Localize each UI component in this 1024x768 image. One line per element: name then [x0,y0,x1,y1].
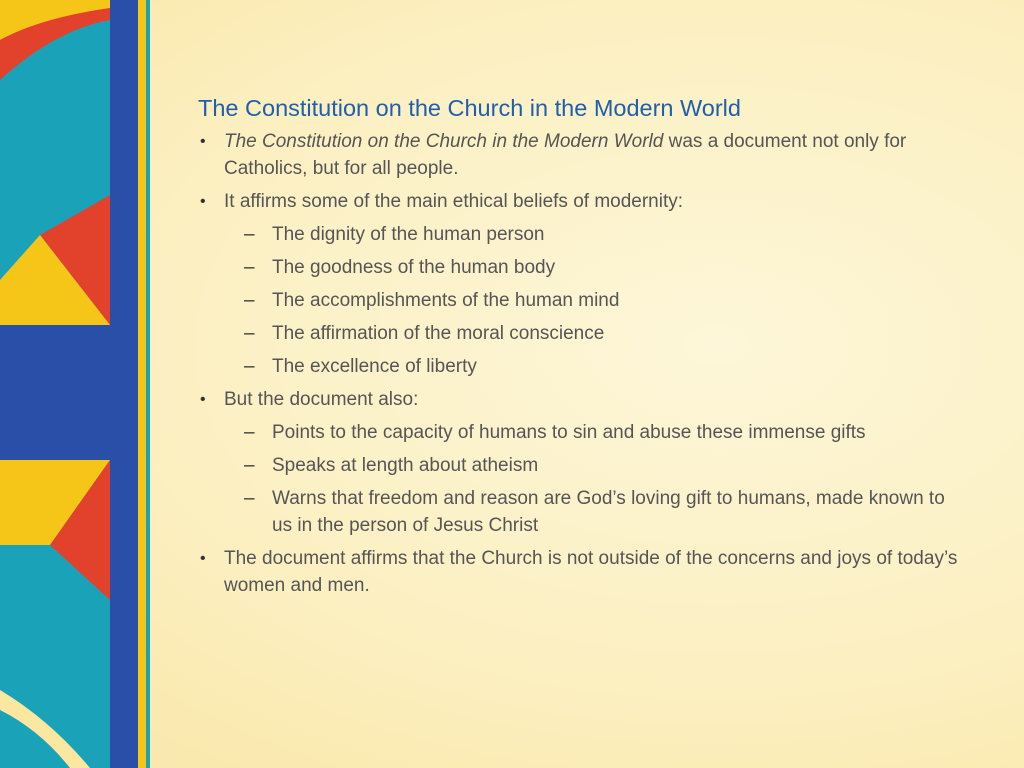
dash-icon: – [244,356,255,377]
dash-icon: – [244,488,255,509]
sub-item-text: Speaks at length about atheism [272,455,539,476]
sub-item-text: The dignity of the human person [272,224,545,245]
sub-item [198,419,968,446]
bullet-item [198,386,968,413]
sub-item [198,320,968,347]
bullet-text: It affirms some of the main ethical beliefs of modernity: [224,191,684,212]
sub-item [198,353,968,380]
sub-item [198,287,968,314]
sub-item-text: The excellence of liberty [272,356,477,377]
sub-item [198,485,968,539]
sub-item [198,221,968,248]
dash-icon: – [244,224,255,245]
bullet-icon: • [200,193,206,210]
dash-icon: – [244,290,255,311]
bullet-icon: • [200,550,206,567]
bullet-icon: • [200,133,206,150]
bullet-item [198,188,968,215]
decorative-side-art [0,0,150,768]
dash-icon: – [244,257,255,278]
sub-item-text: The accomplishments of the human mind [272,290,620,311]
dash-icon: – [244,422,255,443]
bullet-item [198,545,968,599]
bullet-icon: • [200,391,206,408]
sub-item-text: Warns that freedom and reason are God’s loving gift to humans, made known to us in the person of Jesus Christ [272,488,945,536]
sub-item-text: Points to the capacity of humans to sin and abuse these immense gifts [272,422,866,443]
dash-icon: – [244,323,255,344]
bullet-item [198,128,968,182]
sub-item-text: The affirmation of the moral conscience [272,323,605,344]
slide-content [198,92,968,605]
bullet-italic-text: The Constitution on the Church in the Modern World [224,131,664,152]
dash-icon: – [244,455,255,476]
slide-title: The Constitution on the Church in the Modern World [198,95,741,121]
sub-item [198,452,968,479]
bullet-text: was a document not only for Catholics, but for all people. [224,131,907,179]
bullet-text: But the document also: [224,389,419,410]
sub-item-text: The goodness of the human body [272,257,556,278]
sub-item [198,254,968,281]
bullet-text: The document affirms that the Church is not outside of the concerns and joys of today’s women and men. [224,548,958,596]
